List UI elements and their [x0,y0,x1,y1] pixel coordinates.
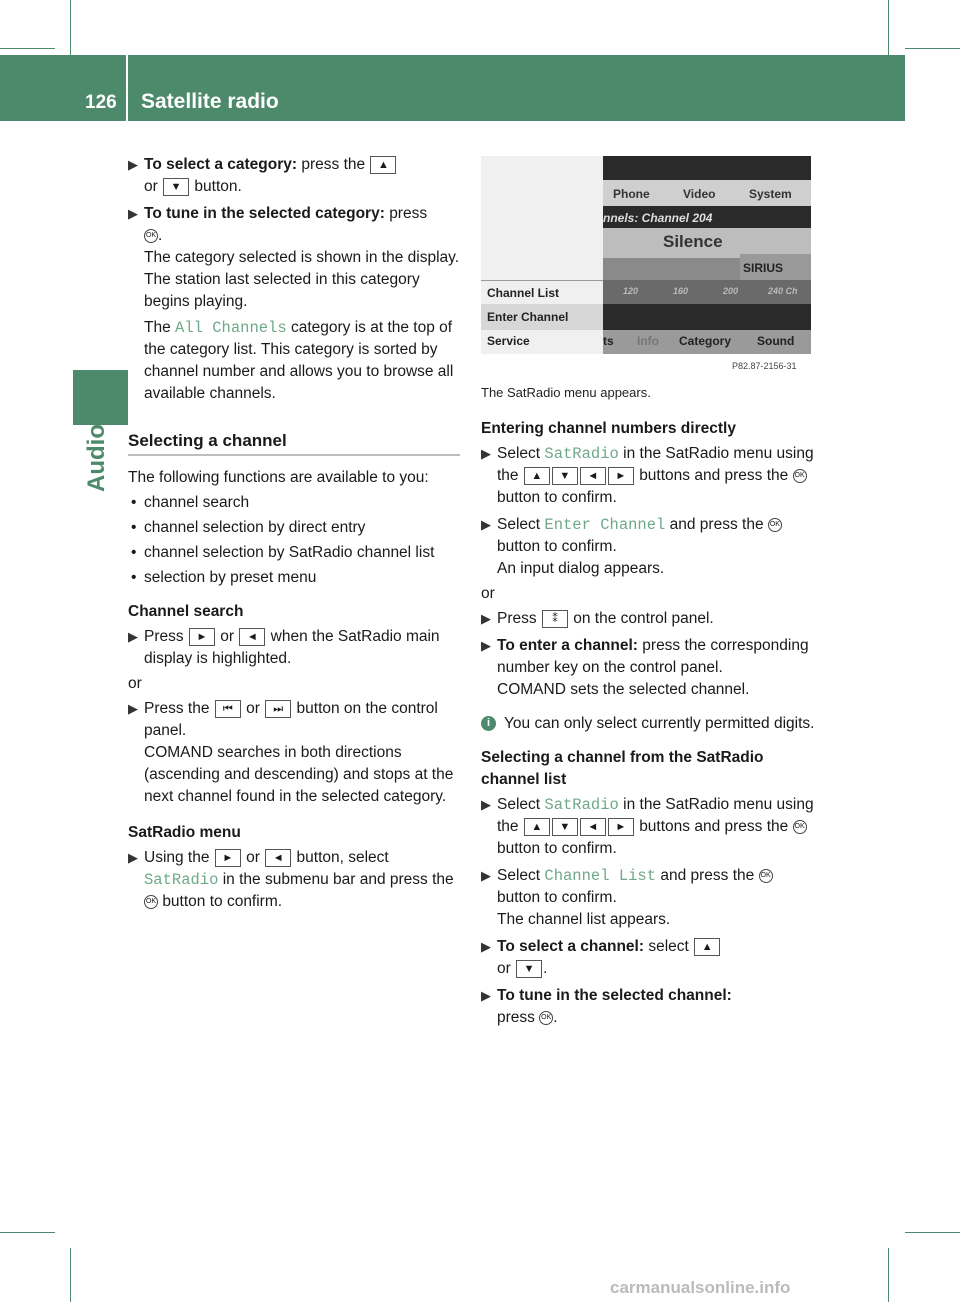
arrow-icon: ▶ [128,206,138,221]
menu-term: SatRadio [544,796,619,814]
up-key-icon: ▲ [370,156,396,174]
arrow-icon: ▶ [481,868,491,883]
crop-mark [905,1232,960,1233]
step: ▶ Press the ⏮ or ⏭ button on the control panel. [128,700,438,739]
paragraph: or [128,675,142,692]
step: ▶ Select Enter Channel and press the OK button to confirm. [481,516,780,555]
paragraph: COMAND searches in both directions (ascending and descending) and stops at the next channel found in the selected category. [144,744,454,805]
step: ▶ Select Channel List and press the OK button to confirm. [481,867,771,906]
step: ▶ Using the ► or ◄ button, select SatRadio in the submenu bar and press the OK button to confirm. [128,849,454,910]
skip-forward-icon: ⏭ [265,700,291,718]
ok-button-icon: OK [144,895,158,909]
arrow-icon: ▶ [481,988,491,1003]
step: ▶ To select a channel: select ▲ or ▼ . [481,936,816,980]
scale-label: 240 Ch [768,286,798,296]
arrow-icon: ▶ [128,850,138,865]
arrow-icon: ▶ [481,446,491,461]
right-column [481,418,816,1029]
image-reference: P82.87-2156-31 [732,361,797,371]
bottom-tab: Category [679,334,732,348]
left-key-icon: ◄ [239,628,265,646]
menu-term: All Channels [175,319,287,337]
left-key-icon: ◄ [580,467,606,485]
left-column [128,154,460,913]
section-rule [128,454,460,456]
page-title: Satellite radio [141,90,279,113]
subheading: Selecting a channel from the SatRadio channel list [481,749,764,788]
info-icon: i [481,716,496,731]
crop-mark [888,0,889,55]
arrow-icon: ▶ [128,701,138,716]
menu-term: Channel List [544,867,657,885]
step: ▶ To enter a channel: press the corresponding number key on the control panel. [481,637,809,676]
scale-label: 120 [623,286,639,296]
paragraph: The All Channels category is at the top of the category list. This category is sorted by channel number and allows you to browse all available channels. [144,319,454,402]
satradio-screenshot [481,156,811,354]
arrow-icon: ▶ [481,797,491,812]
up-key-icon: ▲ [524,467,550,485]
list-item: • selection by preset menu [131,569,317,586]
menu-item: Channel List [487,286,560,300]
up-key-icon: ▲ [694,938,720,956]
crop-mark [0,48,55,49]
info-note: i You can only select currently permitted digits. [481,713,816,735]
channel-bar: nnels: Channel 204 [603,211,713,225]
screen-tab: System [749,187,792,201]
header-divider [126,55,128,121]
left-key-icon: ◄ [265,849,291,867]
paragraph: The channel list appears. [497,911,671,928]
subheading: Channel search [128,603,244,620]
right-key-icon: ► [215,849,241,867]
right-key-icon: ► [608,818,634,836]
menu-term: Enter Channel [544,516,666,534]
menu-term: SatRadio [544,445,619,463]
screen-tab: Video [683,187,716,201]
side-tab [73,370,128,425]
section-heading: Selecting a channel [128,431,287,450]
scale-label: 200 [723,286,739,296]
skip-back-icon: ⏮ [215,700,241,718]
menu-item: Enter Channel [487,310,569,324]
paragraph: The following functions are available to you: [128,469,429,486]
down-key-icon: ▼ [163,178,189,196]
watermark: carmanualsonline.info [610,1278,791,1297]
header-bar [0,55,905,121]
arrow-icon: ▶ [481,638,491,653]
step: ▶ Select SatRadio in the SatRadio menu using the ▲ ▼ ◄ ► buttons and press the OK button to confirm. [481,445,814,506]
crop-mark [70,1248,71,1302]
list-item: • channel selection by direct entry [131,519,366,536]
channel-entry-key-icon: ⁑ [542,610,568,628]
silence-label: Silence [663,232,723,251]
screen-display [603,156,811,354]
step: ▶ Press ► or ◄ when the SatRadio main display is highlighted. [128,628,440,667]
menu-item: Service [487,334,530,348]
subheading: SatRadio menu [128,824,241,841]
down-key-icon: ▼ [516,960,542,978]
crop-mark [905,48,960,49]
ok-button-icon: OK [793,469,807,483]
bottom-tab: ts [603,334,614,348]
left-key-icon: ◄ [580,818,606,836]
paragraph: An input dialog appears. [497,560,665,577]
right-key-icon: ► [189,628,215,646]
subheading: Entering channel numbers directly [481,420,736,437]
menu-panel [481,156,603,354]
menu-term: SatRadio [144,871,219,889]
up-key-icon: ▲ [524,818,550,836]
ok-button-icon: OK [759,869,773,883]
step: ▶ Press ⁑ on the control panel. [481,608,816,630]
crop-mark [888,1248,889,1302]
down-key-icon: ▼ [552,467,578,485]
step: ▶ To tune in the selected category: press OK . [128,205,428,244]
bottom-tab: Info [637,334,659,348]
ok-button-icon: OK [793,820,807,834]
screen-tab: Phone [613,187,650,201]
paragraph: The category selected is shown in the display. The station last selected in this category begins playing. [144,249,460,310]
paragraph: or [481,585,495,602]
image-caption: The SatRadio menu appears. [481,385,651,400]
step: ▶ To tune in the selected channel: press OK . [481,987,732,1026]
arrow-icon: ▶ [481,611,491,626]
right-key-icon: ► [608,467,634,485]
crop-mark [70,0,71,55]
ok-button-icon: OK [539,1011,553,1025]
step: ▶ Select SatRadio in the SatRadio menu using the ▲ ▼ ◄ ► buttons and press the OK button to confirm. [481,796,814,857]
down-key-icon: ▼ [552,818,578,836]
ok-button-icon: OK [768,518,782,532]
side-label: Audio [83,424,110,492]
list-item: • channel selection by SatRadio channel list [131,544,435,561]
list-item: • channel search [131,494,250,511]
sirius-logo: SIRIUS [743,261,784,275]
page-number: 126 [85,92,117,113]
bottom-tab: Sound [757,334,795,348]
arrow-icon: ▶ [128,629,138,644]
arrow-icon: ▶ [481,517,491,532]
paragraph: COMAND sets the selected channel. [497,681,750,698]
crop-mark [0,1232,55,1233]
scale-label: 160 [673,286,689,296]
ok-button-icon: OK [144,229,158,243]
step: ▶ To select a category: press the ▲ or ▼ button. [128,154,460,198]
arrow-icon: ▶ [481,939,491,954]
arrow-icon: ▶ [128,157,138,172]
